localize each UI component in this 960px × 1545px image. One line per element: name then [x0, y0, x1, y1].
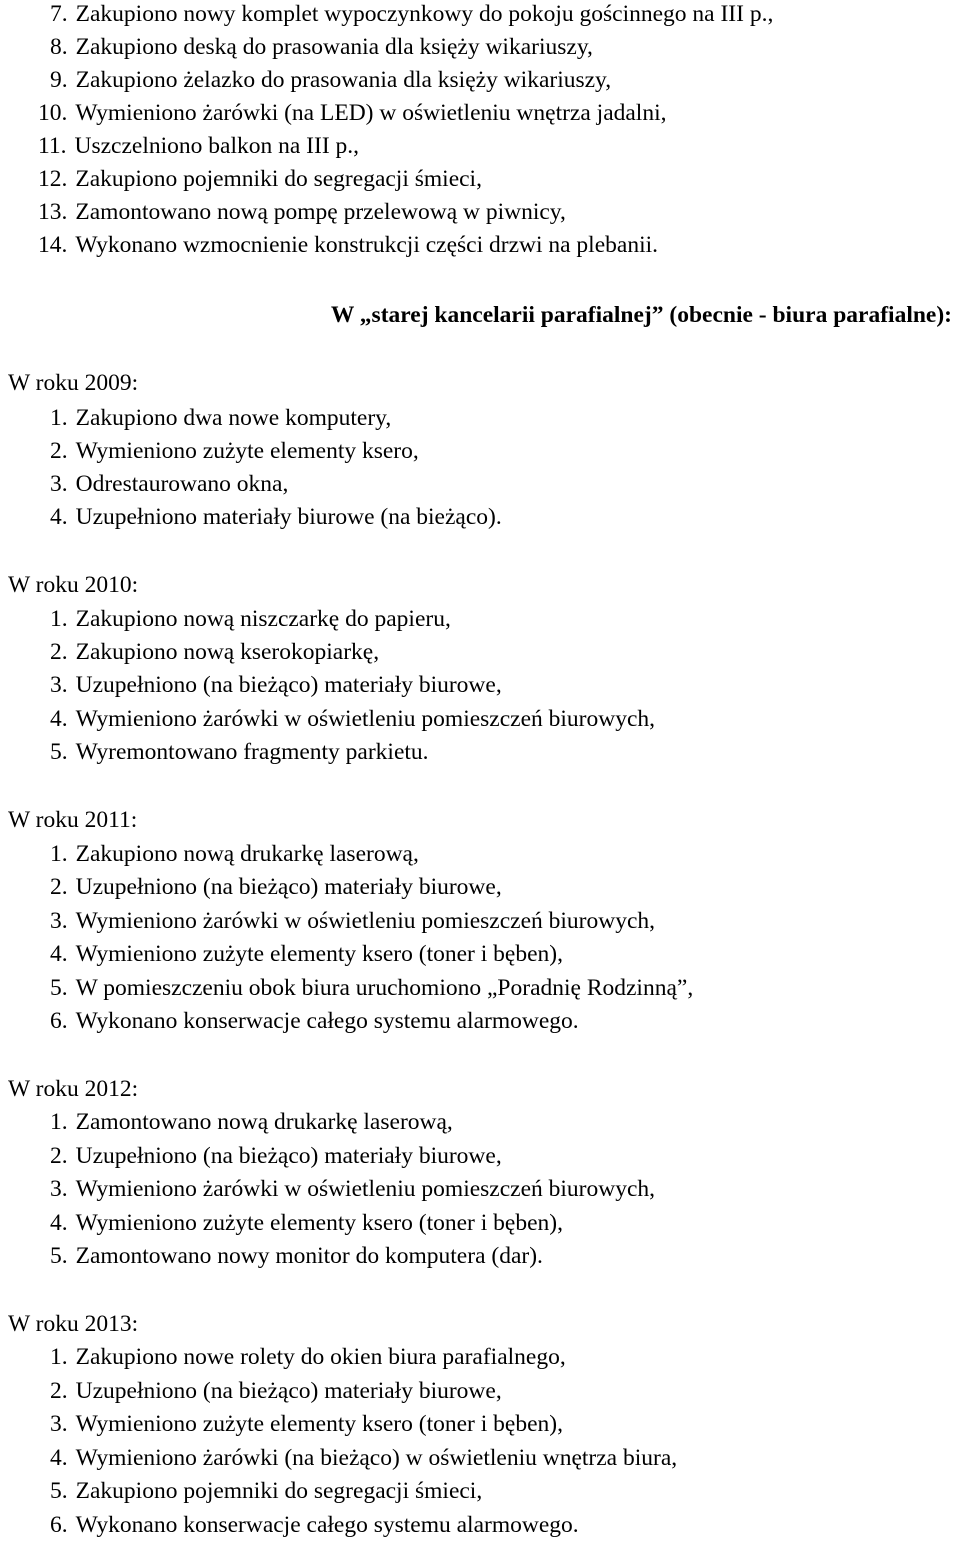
- item-text: Wykonano wzmocnienie konstrukcji części drzwi na plebanii.: [75, 232, 658, 258]
- item-number: 4.: [50, 941, 68, 967]
- item-text: Wymieniono zużyte elementy ksero (toner i bęben),: [75, 1411, 563, 1437]
- list-item: [50, 1343, 566, 1371]
- item-text: Zakupiono nową niszczarkę do papieru,: [75, 606, 451, 632]
- list-item: [38, 99, 667, 127]
- list-item: [50, 638, 379, 666]
- list-item: [50, 1511, 579, 1539]
- item-text: Wymieniono żarówki w oświetleniu pomieszczeń biurowych,: [75, 1176, 656, 1202]
- item-number: 6.: [50, 1008, 68, 1034]
- list-item: [38, 231, 658, 259]
- section-heading: W „starej kancelarii parafialnej” (obecnie - biura parafialne):: [330, 302, 952, 328]
- list-item: [50, 404, 391, 432]
- item-text: Wymieniono zużyte elementy ksero,: [75, 438, 419, 464]
- item-text: Zakupiono żelazko do prasowania dla księży wikariuszy,: [75, 67, 612, 93]
- list-item: [50, 705, 655, 733]
- list-item: [50, 1209, 563, 1237]
- list-item: [50, 470, 288, 498]
- list-item: [50, 0, 773, 28]
- item-number: 2.: [50, 438, 68, 464]
- item-number: 4.: [50, 1445, 68, 1471]
- item-text: Wymieniono żarówki w oświetleniu pomieszczeń biurowych,: [75, 706, 656, 732]
- item-number: 1.: [50, 606, 68, 632]
- item-text: Zakupiono pojemniki do segregacji śmieci,: [75, 166, 482, 192]
- item-text: Zakupiono nowy komplet wypoczynkowy do pokoju gościnnego na III p.,: [75, 1, 774, 27]
- list-item: [50, 437, 419, 465]
- item-number: 1.: [50, 1344, 68, 1370]
- item-number: 2.: [50, 874, 68, 900]
- item-number: 3.: [50, 672, 68, 698]
- list-item: [50, 33, 593, 61]
- item-number: 1.: [50, 1109, 68, 1135]
- item-number: 4.: [50, 1210, 68, 1236]
- year-heading: W roku 2013:: [8, 1311, 139, 1337]
- list-item: [50, 974, 693, 1002]
- item-number: 7.: [50, 1, 68, 27]
- year-heading: W roku 2012:: [8, 1076, 139, 1102]
- item-text: Zakupiono deską do prasowania dla księży wikariuszy,: [75, 34, 593, 60]
- item-number: 3.: [50, 908, 68, 934]
- item-number: 3.: [50, 1176, 68, 1202]
- item-number: 5.: [50, 1478, 68, 1504]
- item-number: 2.: [50, 639, 68, 665]
- item-number: 12.: [38, 166, 68, 192]
- item-number: 4.: [50, 504, 68, 530]
- item-number: 2.: [50, 1143, 68, 1169]
- item-number: 3.: [50, 471, 68, 497]
- item-number: 14.: [38, 232, 68, 258]
- list-item: [38, 132, 359, 160]
- item-text: Wymieniono żarówki (na bieżąco) w oświetleniu wnętrza biura,: [75, 1445, 678, 1471]
- item-text: Zamontowano nową drukarkę laserową,: [75, 1109, 453, 1135]
- item-text: Wykonano konserwacje całego systemu alarmowego.: [75, 1512, 579, 1538]
- list-item: [38, 165, 482, 193]
- item-number: 11.: [38, 133, 67, 159]
- item-text: Wymieniono zużyte elementy ksero (toner i bęben),: [75, 941, 563, 967]
- item-text: Zamontowano nową pompę przelewową w piwnicy,: [75, 199, 566, 225]
- item-number: 2.: [50, 1378, 68, 1404]
- year-heading: W roku 2011:: [8, 807, 138, 833]
- item-text: Zakupiono dwa nowe komputery,: [75, 405, 392, 431]
- list-item: [50, 1410, 563, 1438]
- list-item: [50, 840, 419, 868]
- year-heading: W roku 2010:: [8, 572, 139, 598]
- item-text: Uzupełniono (na bieżąco) materiały biurowe,: [75, 672, 502, 698]
- list-item: [50, 1477, 482, 1505]
- item-number: 1.: [50, 405, 68, 431]
- list-item: [50, 1108, 453, 1136]
- list-item: [50, 1142, 502, 1170]
- item-number: 8.: [50, 34, 68, 60]
- item-number: 4.: [50, 706, 68, 732]
- item-number: 13.: [38, 199, 68, 225]
- item-number: 10.: [38, 100, 68, 126]
- item-text: Uzupełniono (na bieżąco) materiały biurowe,: [75, 874, 502, 900]
- item-text: W pomieszczeniu obok biura uruchomiono „Poradnię Rodzinną”,: [75, 975, 694, 1001]
- item-number: 5.: [50, 975, 68, 1001]
- item-text: Zamontowano nowy monitor do komputera (dar).: [75, 1243, 543, 1269]
- list-item: [50, 605, 451, 633]
- item-number: 3.: [50, 1411, 68, 1437]
- item-text: Wymieniono żarówki (na LED) w oświetleniu wnętrza jadalni,: [75, 100, 667, 126]
- list-item: [50, 1175, 655, 1203]
- item-number: 5.: [50, 1243, 68, 1269]
- item-text: Uzupełniono (na bieżąco) materiały biurowe,: [75, 1378, 502, 1404]
- item-text: Zakupiono nową drukarkę laserową,: [75, 841, 419, 867]
- list-item: [50, 671, 502, 699]
- item-number: 6.: [50, 1512, 68, 1538]
- item-text: Uzupełniono materiały biurowe (na bieżąco).: [75, 504, 502, 530]
- item-text: Uzupełniono (na bieżąco) materiały biurowe,: [75, 1143, 502, 1169]
- item-text: Zakupiono nowe rolety do okien biura parafialnego,: [75, 1344, 566, 1370]
- list-item: [50, 907, 655, 935]
- item-number: 1.: [50, 841, 68, 867]
- list-item: [50, 1007, 579, 1035]
- item-text: Wykonano konserwacje całego systemu alarmowego.: [75, 1008, 579, 1034]
- year-heading: W roku 2009:: [8, 370, 139, 396]
- list-item: [50, 66, 611, 94]
- list-item: [50, 738, 429, 766]
- item-text: Uszczelniono balkon na III p.,: [74, 133, 360, 159]
- list-item: [50, 503, 502, 531]
- item-number: 9.: [50, 67, 68, 93]
- list-item: [38, 198, 566, 226]
- item-text: Wymieniono żarówki w oświetleniu pomieszczeń biurowych,: [75, 908, 656, 934]
- list-item: [50, 940, 563, 968]
- item-text: Wyremontowano fragmenty parkietu.: [75, 739, 429, 765]
- item-text: Odrestaurowano okna,: [75, 471, 289, 497]
- item-text: Wymieniono zużyte elementy ksero (toner i bęben),: [75, 1210, 563, 1236]
- list-item: [50, 1377, 502, 1405]
- item-number: 5.: [50, 739, 68, 765]
- item-text: Zakupiono nową kserokopiarkę,: [75, 639, 380, 665]
- item-text: Zakupiono pojemniki do segregacji śmieci,: [75, 1478, 483, 1504]
- list-item: [50, 1444, 677, 1472]
- list-item: [50, 873, 502, 901]
- list-item: [50, 1242, 543, 1270]
